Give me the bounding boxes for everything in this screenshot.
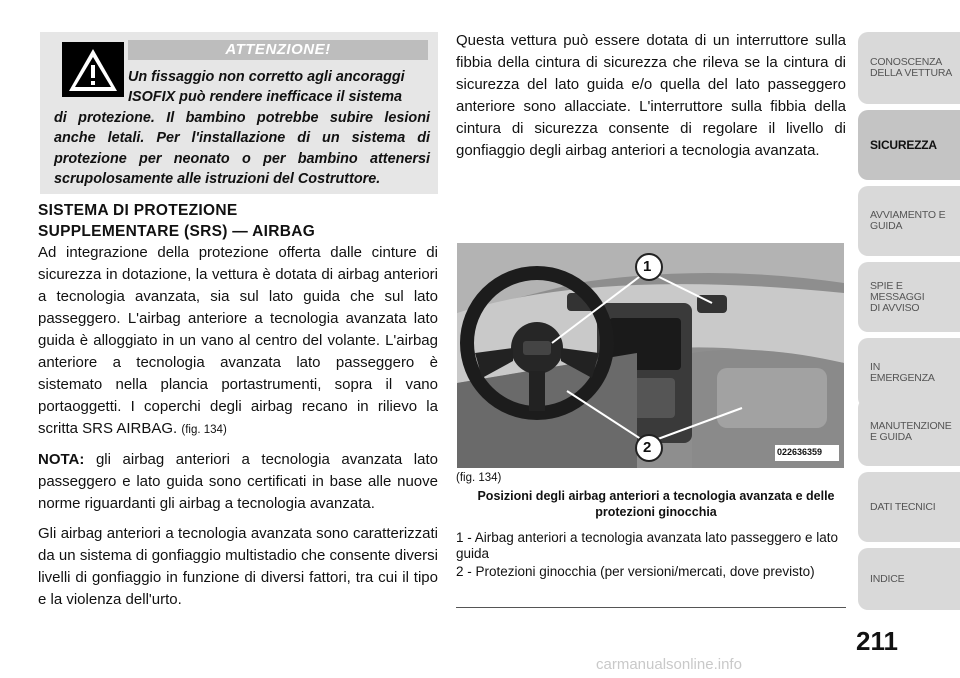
figure-code: 022636359: [777, 447, 823, 457]
tab-avviamento-e-guida[interactable]: [858, 186, 960, 256]
warning-text: [54, 67, 430, 189]
paragraph-buckle-switch: Questa vettura può essere dotata di un interruttore sulla fibbia della cintura di sicurezza che rileva se la cintura di sicurezza del lato guida e/o quella del lato passeggero anteriore sono allacciate. L'interruttore sulla fibbia della cintura di sicurezza consente di regolare il livello di gonfiaggio degli airbag anteriori a tecnologia avanzata.: [456, 32, 846, 159]
tab-label: DATI TECNICI: [870, 500, 936, 513]
tab-spie-e-messaggi[interactable]: [858, 262, 960, 332]
section-heading-line-1: SISTEMA DI PROTEZIONE: [38, 202, 238, 219]
callout-1-label: 1: [643, 258, 652, 275]
tab-label: AVVIAMENTO E GUIDA: [870, 209, 946, 232]
nota-label: NOTA:: [38, 451, 85, 468]
tab-dati-tecnici[interactable]: [858, 472, 960, 542]
legend-item: 1 - Airbag anteriori a tecnologia avanzata lato passeggero e lato guida: [456, 530, 839, 561]
tab-indice[interactable]: [858, 548, 960, 610]
callout-2-label: 2: [643, 439, 652, 456]
warning-title: ATTENZIONE!: [128, 40, 428, 60]
dashboard-figure: [457, 243, 844, 468]
warning-line-1: Un fissaggio non corretto agli ancoraggi: [128, 69, 405, 85]
tab-label: SICUREZZA: [870, 137, 937, 152]
legend-divider: [456, 607, 846, 608]
warning-line-2: ISOFIX può rendere inefficace il sistema: [128, 89, 403, 106]
warning-rest: di protezione. Il bambino potrebbe subire lesioni anche letali. Per l'installazione di un sistema di protezione per neonato o per bambino attenersi scrupolosamente alle istruzioni del Costruttore.: [54, 109, 430, 188]
tab-label: INDICE: [870, 572, 905, 585]
tab-manutenzione-e-guida[interactable]: [858, 398, 960, 466]
dashboard-illustration: [457, 243, 844, 468]
nota-paragraph: [38, 449, 438, 515]
tab-label: CONOSCENZA DELLA VETTURA: [870, 56, 953, 79]
tab-conoscenza-della-vettura[interactable]: [858, 32, 960, 104]
tab-sicurezza[interactable]: [858, 110, 960, 180]
left-column: [38, 200, 438, 611]
paragraph-airbag-intro: [38, 242, 438, 441]
paragraph-airbag-intro-text: Ad integrazione della protezione offerta dalle cinture di sicurezza in dotazione, la vettura è dotata di airbag anteriori a tecnologia avanzata, sia sul lato guida che sul lato passeggero. L'airbag anteriore a tecnologia avanzata lato guida è alloggiato in un vano al centro del volante. L'airbag anteriore a tecnologia avanzata lato passeggero è sistemato nella plancia portastrumenti, sopra il vano portaoggetti. I coperchi degli airbag recano in rilievo la scritta SRS AIRBAG.: [38, 244, 438, 437]
warning-box: [40, 32, 438, 194]
nota-text: gli airbag anteriori a tecnologia avanzata lato passeggero e lato guida sono certificati in base alle nuove norme riguardanti gli airbag a tecnologia avanzata.: [38, 451, 438, 512]
figure-legend: [456, 530, 846, 582]
watermark: carmanualsonline.info: [596, 656, 742, 673]
figure-reference: (fig. 134): [181, 424, 227, 436]
tab-label: IN EMERGENZA: [870, 361, 935, 384]
paragraph-multistage: Gli airbag anteriori a tecnologia avanzata sono caratterizzati da un sistema di gonfiaggio multistadio che consente diversi livelli di gonfiaggio in funzione di diversi fattori, tra cui il tipo e la violenza dell'urto.: [38, 525, 438, 608]
figure-caption-ref: (fig. 134): [456, 472, 502, 484]
tab-label: SPIE E MESSAGGI DI AVVISO: [870, 279, 925, 314]
section-heading-line-2: SUPPLEMENTARE (SRS) — AIRBAG: [38, 223, 316, 240]
figure-caption: Posizioni degli airbag anteriori a tecnologia avanzata e delle protezioni ginocchia: [477, 489, 835, 519]
page-number: 211: [856, 626, 898, 656]
tab-label: MANUTENZIONE E GUIDA: [870, 420, 952, 443]
legend-item: 2 - Protezioni ginocchia (per versioni/mercati, dove previsto): [456, 564, 815, 579]
